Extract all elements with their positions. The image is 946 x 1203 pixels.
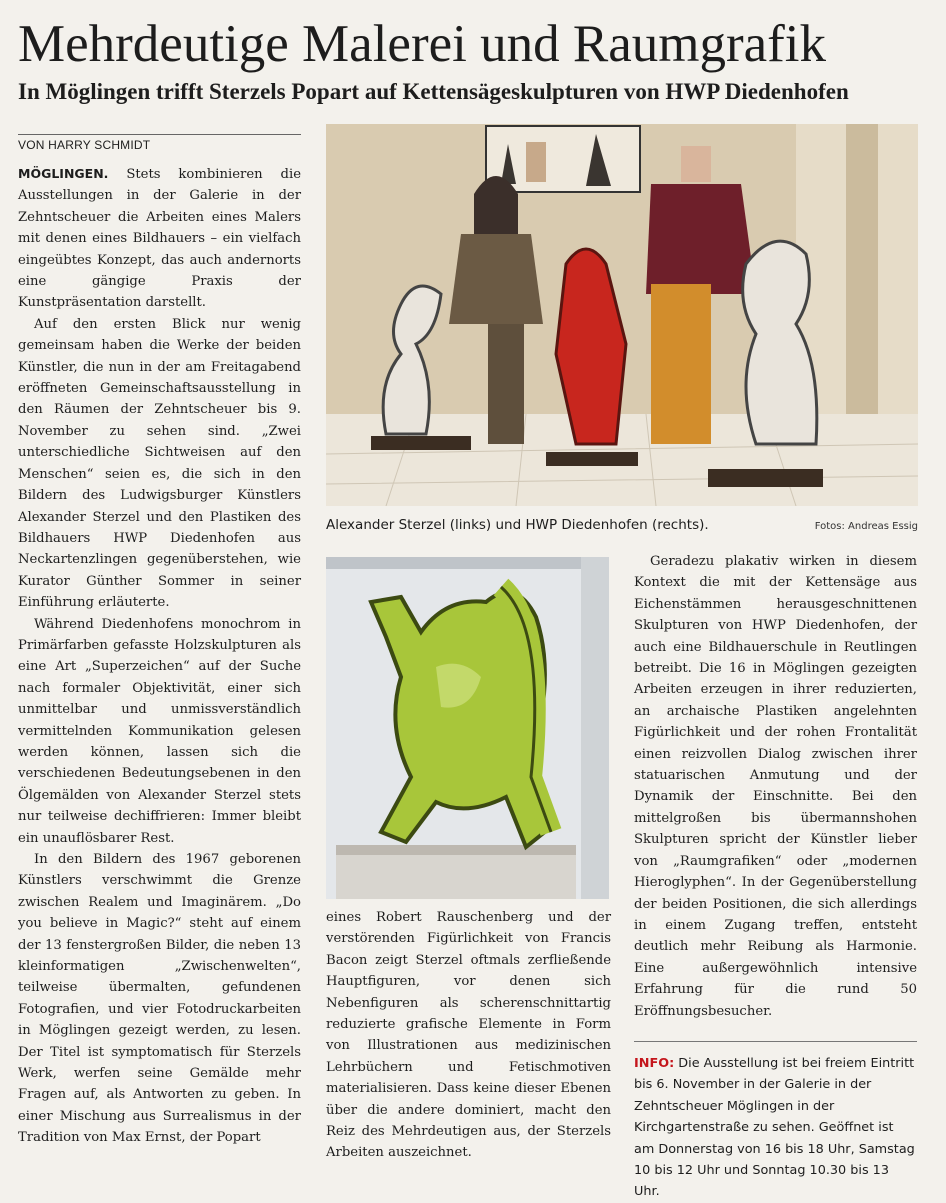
paragraph: eines Robert Rauschenberg und der verstörenden Figürlichkeit von Francis Bacon zeigt Sterzel oftmals zerfließende Hauptfiguren, vor denen sich Nebenfiguren als scherenschnittartig reduzierte grafische Elemente in Form von Illustrationen aus medizinischen Lehrbüchern und Fetischmotiven materialisieren. Dass keine dieser Ebenen über die andere dominiert, macht den Reiz des Mehrdeutigen aus, der Sterzels Arbeiten auszeichnet. bbox=[326, 910, 611, 1161]
paragraph: Während Diedenhofens monochrom in Primärfarben gefasste Holzskulpturen als eine Art „Superzeichen“ auf der Suche nach formaler Objektivität, einer sich unmittelbar und unmissverständlich vermittelnden Kommunikation gelesen werden können, lassen sich die verschiedenen Bedeutungsebenen in den Ölgemälden von Alexander Sterzel stets nur teilweise dechiffrieren: Immer bleibt ein unauflösbarer Rest. bbox=[18, 616, 301, 846]
photo-caption: Alexander Sterzel (links) und HWP Diedenhofen (rechts). bbox=[326, 517, 709, 533]
info-text: Die Ausstellung ist bei freiem Eintritt bis 6. November in der Galerie in der Zehntscheuer Möglingen in der Kirchgartenstraße zu sehen. Geöffnet ist am Donnerstag von 16 bis 18 Uhr, Samstag 10 bis 12 Uhr und Sonntag 10.30 bis 13 Uhr. bbox=[634, 1056, 915, 1200]
info-label: INFO: bbox=[634, 1056, 675, 1071]
article-column-3 bbox=[634, 551, 917, 1022]
headline: Mehrdeutige Malerei und Raumgrafik bbox=[18, 15, 826, 73]
article-column-2 bbox=[326, 907, 611, 1164]
paragraph-text: Stets kombinieren die Ausstellungen in der Galerie in der Zehntscheuer die Arbeiten eines Malers mit denen eines Bildhauers – ein vielfach eingeübtes Konzept, das auch andernorts eine gängige Praxis der Kunstpräsentation darstellt. bbox=[18, 167, 301, 311]
sculpture-photo-illustration bbox=[326, 557, 609, 899]
photo-credit: Fotos: Andreas Essig bbox=[814, 521, 918, 532]
artists-photo bbox=[326, 124, 918, 506]
info-box bbox=[634, 1041, 917, 1203]
article-column-1 bbox=[18, 163, 301, 1149]
paragraph: In den Bildern des 1967 geborenen Künstlers verschwimmt die Grenze zwischen Realem und Imaginärem. „Do you believe in Magic?“ steht auf einem der 13 fenstergroßen Bilder, die neben 13 kleinformatigen „Zwischenwelten“, teilweise übermalten, gefundenen Fotografien, und vier Fotodruckarbeiten in Möglingen gezeigt werden, zu lesen. Der Titel ist symptomatisch für Sterzels Werk, werfen seine Gemälde mehr Fragen auf, als Antworten zu geben. In einer Mischung aus Surrealismus in der Tradition von Max Ernst, der Popart bbox=[18, 852, 301, 1146]
dateline: MÖGLINGEN. bbox=[18, 166, 109, 181]
paragraph: Auf den ersten Blick nur wenig gemeinsam haben die Werke der beiden Künstler, die nun in der am Freitagabend eröffneten Gemeinschaftsausstellung in den Räumen der Zehntscheuer bis 9. November zu sehen sind. „Zwei unterschiedliche Sichtweisen auf den Menschen“ seien es, die sich in den Bildern des Ludwigsburger Künstlers Alexander Sterzel und den Plastiken des Bildhauers HWP Diedenhofen aus Neckartenzlingen gegenüberstehen, wie Kurator Günther Sommer in seiner Einführung erläuterte. bbox=[18, 316, 301, 611]
subhead: In Möglingen trifft Sterzels Popart auf Kettensägeskulpturen von HWP Diedenhofen bbox=[18, 79, 849, 104]
paragraph bbox=[18, 163, 301, 314]
byline: VON HARRY SCHMIDT bbox=[18, 134, 301, 152]
sculpture-photo bbox=[326, 557, 609, 899]
artists-photo-illustration bbox=[326, 124, 918, 506]
paragraph: Geradezu plakativ wirken in diesem Kontext die mit der Kettensäge aus Eichenstämmen herausgeschnittenen Skulpturen von HWP Diedenhofen, der auch eine Bildhauerschule in Reutlingen betreibt. Die 16 in Möglingen gezeigten Arbeiten erzeugen in ihrer reduzierten, an archaische Plastiken angelehnten Figürlichkeit und der rohen Frontalität einen reizvollen Dialog zwischen ihrer statuarischen Anmutung und der Dynamik der Einschnitte. Bei den mittelgroßen bis übermannshohen Skulpturen spricht der Künstler lieber von „Raumgrafiken“ oder „modernen Hieroglyphen“. In der Gegenüberstellung der beiden Positionen, die sich allerdings in einem Zugang treffen, entsteht deutlich mehr Reibung als Harmonie. Eine außergewöhnlich intensive Erfahrung für die rund 50 Eröffnungsbesucher. bbox=[634, 554, 917, 1019]
